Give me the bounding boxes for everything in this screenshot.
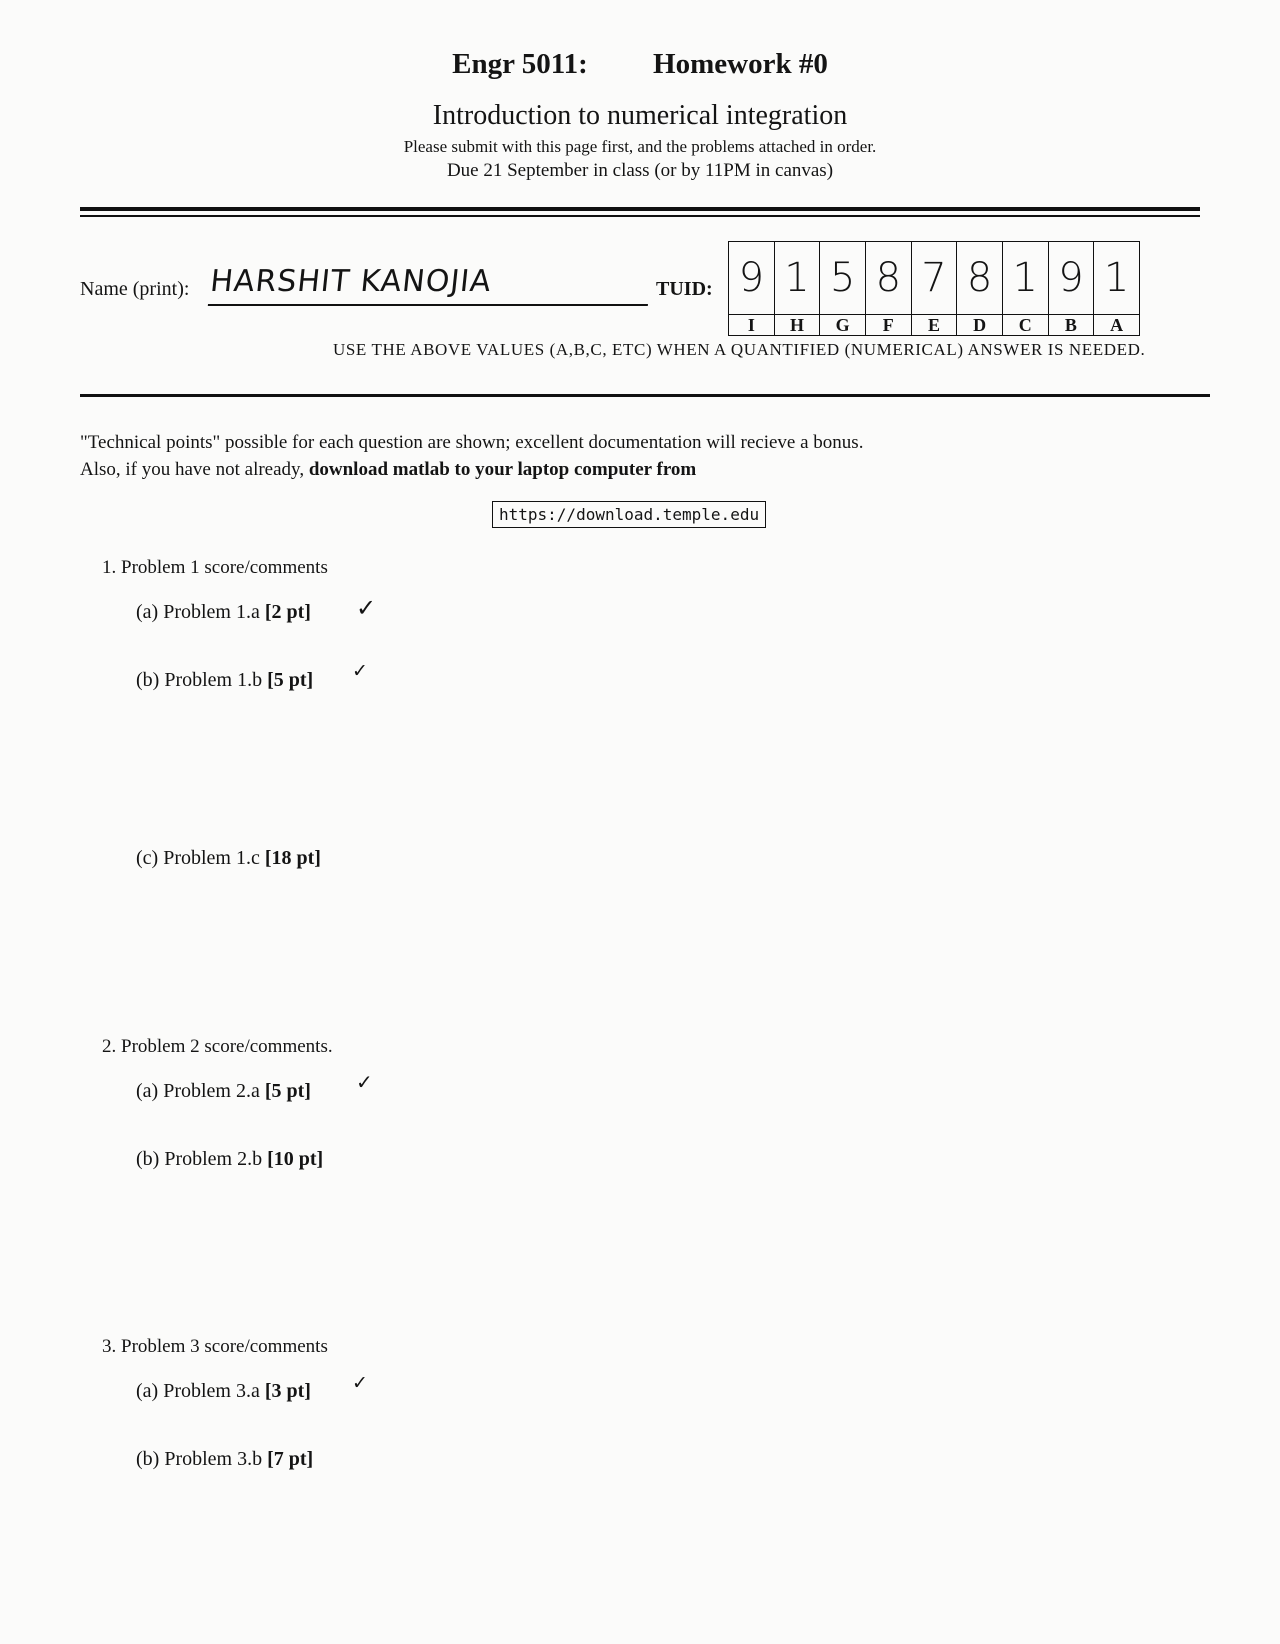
tuid-digit-i[interactable]: 9 (729, 242, 775, 315)
tuid-digit-a[interactable]: 1 (1094, 242, 1140, 315)
tuid-letter: H (774, 315, 820, 336)
problem-2a (136, 1080, 311, 1103)
submission-instructions: Please submit with this page first, and the problems attached in order. (403, 137, 877, 156)
tuid-letter: A (1094, 315, 1140, 336)
check-mark-icon: ✓ (352, 1372, 368, 1394)
header-rule-thick (80, 207, 1200, 211)
part-points: [5 pt] (267, 669, 314, 691)
part-points: [18 pt] (264, 847, 321, 869)
part-label: (c) Problem 1.c (136, 847, 260, 869)
tuid-letter: F (865, 315, 911, 336)
part-points: [10 pt] (267, 1148, 324, 1170)
tuid-digit-b[interactable]: 9 (1048, 242, 1094, 315)
intro-line-2-text: Also, if you have not already, (80, 459, 309, 480)
part-label: (a) Problem 3.a (136, 1380, 260, 1402)
part-label: (a) Problem 2.a (136, 1080, 260, 1102)
tuid-letter-row (729, 315, 1140, 336)
part-label: (b) Problem 3.b (136, 1448, 263, 1470)
intro-line-1: "Technical points" possible for each question are shown; excellent documentation will recieve a bonus. (80, 432, 864, 453)
name-field[interactable]: HARSHIT KANOJIA (208, 264, 652, 306)
intro-paragraph (80, 429, 863, 483)
tuid-letter: C (1002, 315, 1048, 336)
tuid-letter: G (820, 315, 866, 336)
part-points: [3 pt] (264, 1380, 311, 1402)
header-rule-thin (80, 215, 1200, 217)
course-code: Engr 5011: (452, 48, 588, 80)
subtitle: Introduction to numerical integration (432, 100, 848, 131)
tuid-letter: D (957, 315, 1003, 336)
problem-3-title: 3. Problem 3 score/comments (102, 1336, 328, 1357)
check-mark-icon: ✓ (356, 594, 377, 622)
tuid-digit-row (729, 242, 1140, 315)
tuid-letter: I (729, 315, 775, 336)
section-rule (80, 394, 1210, 397)
due-date: Due 21 September in class (or by 11PM in canvas) (446, 160, 834, 181)
check-mark-icon: ✓ (352, 660, 368, 682)
tuid-digit-g[interactable]: 5 (820, 242, 866, 315)
download-url[interactable]: https://download.temple.edu (492, 501, 766, 528)
part-points: [2 pt] (264, 601, 311, 623)
tuid-grid (728, 241, 1140, 337)
part-label: (b) Problem 2.b (136, 1148, 263, 1170)
problem-1c (136, 847, 321, 870)
part-label: (b) Problem 1.b (136, 669, 263, 691)
part-label: (a) Problem 1.a (136, 601, 260, 623)
assignment-title: Homework #0 (653, 48, 828, 80)
name-label: Name (print): (80, 278, 190, 300)
usage-note: USE THE ABOVE VALUES (A,B,C, ETC) WHEN A QUANTIFIED (NUMERICAL) ANSWER IS NEEDED. (333, 340, 1146, 359)
tuid-letter: B (1048, 315, 1094, 336)
tuid-digit-c[interactable]: 1 (1002, 242, 1048, 315)
tuid-digit-h[interactable]: 1 (774, 242, 820, 315)
problem-1a (136, 601, 311, 624)
tuid-letter: E (911, 315, 957, 336)
problem-3a (136, 1380, 311, 1403)
document-title (0, 48, 1280, 81)
part-points: [5 pt] (264, 1080, 311, 1102)
tuid-digit-f[interactable]: 8 (865, 242, 911, 315)
part-points: [7 pt] (267, 1448, 314, 1470)
problem-2-title: 2. Problem 2 score/comments. (102, 1036, 333, 1057)
tuid-digit-e[interactable]: 7 (911, 242, 957, 315)
problem-3b (136, 1448, 313, 1471)
problem-1-title: 1. Problem 1 score/comments (102, 557, 328, 578)
tuid-digit-d[interactable]: 8 (957, 242, 1003, 315)
check-mark-icon: ✓ (356, 1070, 373, 1094)
tuid-label: TUID: (656, 278, 713, 300)
intro-line-2 (80, 456, 863, 483)
intro-line-2-bold: download matlab to your laptop computer from (308, 459, 697, 480)
problem-2b (136, 1148, 323, 1171)
problem-1b (136, 669, 313, 692)
